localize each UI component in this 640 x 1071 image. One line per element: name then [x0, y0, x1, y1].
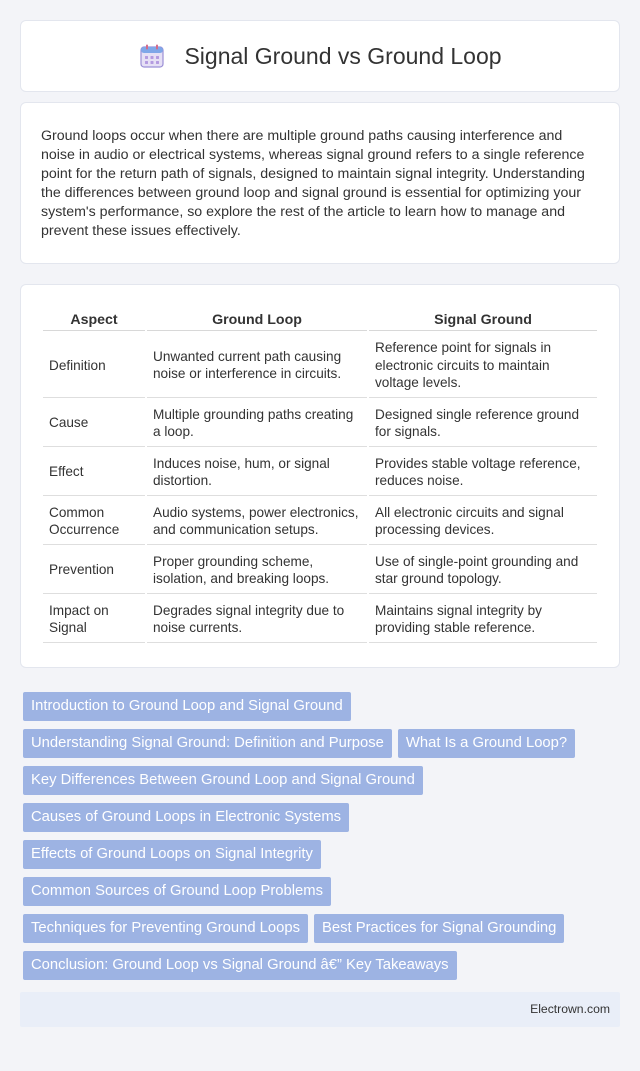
intro-card — [20, 102, 620, 264]
table-row — [43, 498, 597, 545]
table-row — [43, 547, 597, 594]
calendar-icon — [138, 42, 166, 70]
toc-link[interactable]: Techniques for Preventing Ground Loops — [23, 914, 308, 943]
header-ground-loop: Ground Loop — [147, 307, 367, 331]
cell-ground-loop: Unwanted current path causing noise or interference in circuits. — [147, 333, 367, 398]
cell-aspect: Definition — [43, 333, 145, 398]
comparison-table — [41, 305, 599, 645]
footer-brand: Electrown.com — [530, 1002, 610, 1016]
cell-aspect: Cause — [43, 400, 145, 447]
toc-link[interactable]: Introduction to Ground Loop and Signal Ground — [23, 692, 351, 721]
toc-link[interactable]: Understanding Signal Ground: Definition and Purpose — [23, 729, 392, 758]
header-aspect: Aspect — [43, 307, 145, 331]
table-row — [43, 333, 597, 398]
cell-aspect: Impact on Signal — [43, 596, 145, 643]
footer — [20, 992, 620, 1027]
cell-aspect: Effect — [43, 449, 145, 496]
header-signal-ground: Signal Ground — [369, 307, 597, 331]
toc-link[interactable]: Key Differences Between Ground Loop and Signal Ground — [23, 766, 423, 795]
cell-ground-loop: Degrades signal integrity due to noise currents. — [147, 596, 367, 643]
comparison-table-card — [20, 284, 620, 668]
cell-ground-loop: Multiple grounding paths creating a loop. — [147, 400, 367, 447]
toc-link[interactable]: Effects of Ground Loops on Signal Integrity — [23, 840, 321, 869]
table-row — [43, 400, 597, 447]
toc-link[interactable]: Conclusion: Ground Loop vs Signal Ground â€” Key Takeaways — [23, 951, 457, 980]
cell-signal-ground: Maintains signal integrity by providing stable reference. — [369, 596, 597, 643]
cell-ground-loop: Proper grounding scheme, isolation, and breaking loops. — [147, 547, 367, 594]
cell-signal-ground: Use of single-point grounding and star ground topology. — [369, 547, 597, 594]
toc-link[interactable]: Causes of Ground Loops in Electronic Systems — [23, 803, 349, 832]
title-card — [20, 20, 620, 92]
toc-link[interactable]: What Is a Ground Loop? — [398, 729, 575, 758]
table-row — [43, 596, 597, 643]
toc-links — [20, 690, 620, 980]
intro-paragraph: Ground loops occur when there are multiple ground paths causing interference and noise in audio or electrical systems, whereas signal ground refers to a single reference point for the return path of signals, designed to maintain signal integrity. Understanding the differences between ground loop and signal ground is essential for optimizing your system's performance, so explore the rest of the article to learn how to manage and prevent these issues effectively. — [41, 128, 585, 239]
table-row — [43, 449, 597, 496]
cell-signal-ground: Provides stable voltage reference, reduces noise. — [369, 449, 597, 496]
cell-signal-ground: All electronic circuits and signal processing devices. — [369, 498, 597, 545]
cell-ground-loop: Induces noise, hum, or signal distortion. — [147, 449, 367, 496]
cell-aspect: Prevention — [43, 547, 145, 594]
table-header-row — [43, 307, 597, 331]
toc-link[interactable]: Best Practices for Signal Grounding — [314, 914, 564, 943]
page-title: Signal Ground vs Ground Loop — [184, 42, 502, 69]
cell-aspect: Common Occurrence — [43, 498, 145, 545]
cell-signal-ground: Designed single reference ground for signals. — [369, 400, 597, 447]
cell-signal-ground: Reference point for signals in electronic circuits to maintain voltage levels. — [369, 333, 597, 398]
toc-link[interactable]: Common Sources of Ground Loop Problems — [23, 877, 331, 906]
cell-ground-loop: Audio systems, power electronics, and communication setups. — [147, 498, 367, 545]
